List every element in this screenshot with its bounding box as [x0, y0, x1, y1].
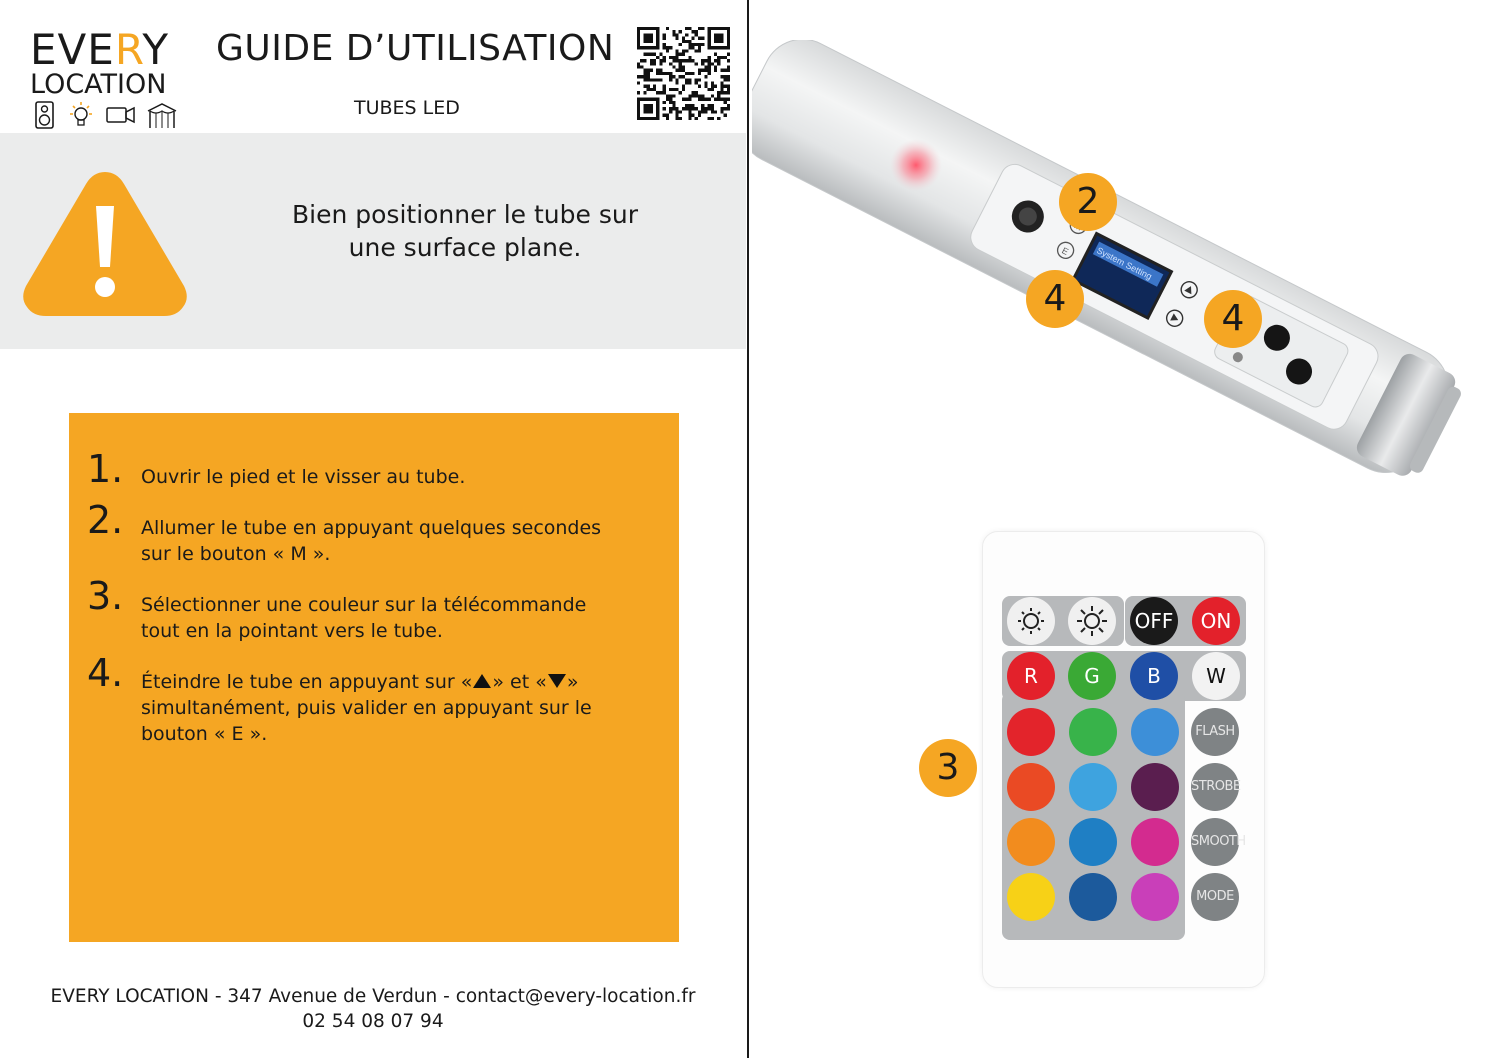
remote-red-button[interactable]: R [1007, 652, 1055, 700]
up-arrow-icon [472, 673, 492, 689]
remote-mode-button[interactable]: MODE [1191, 873, 1239, 921]
step-number: 3. [87, 574, 124, 618]
brightness-down-button[interactable] [1007, 597, 1055, 645]
page-subtitle: TUBES LED [354, 97, 460, 119]
remote-smooth-button[interactable]: SMOOTH [1191, 818, 1239, 866]
step-text: Allumer le tube en appuyant quelques secondes sur le bouton « M ». [141, 517, 602, 565]
step-text: Éteindre le tube en appuyant sur « » et « » simultanément, puis valider en appuyant sur le bouton « E ». [141, 671, 592, 745]
instructions-panel [69, 413, 679, 942]
remote-color-button[interactable] [1069, 818, 1117, 866]
remote-color-button[interactable] [1007, 818, 1055, 866]
remote-white-button[interactable]: W [1192, 652, 1240, 700]
callout-remote: 3 [919, 739, 977, 797]
led-tube-image [752, 40, 1497, 490]
remote-off-button[interactable]: OFF [1130, 597, 1178, 645]
footer-contact [0, 984, 746, 1034]
svg-text:E: E [1060, 245, 1071, 258]
remote-blue-button[interactable]: B [1130, 652, 1178, 700]
warning-message-line: Bien positionner le tube sur [291, 200, 638, 229]
warning-message [240, 198, 690, 264]
remote-color-button[interactable] [1069, 763, 1117, 811]
sun-large-icon [1068, 597, 1116, 645]
remote-color-button[interactable] [1131, 873, 1179, 921]
remote-on-button[interactable]: ON [1192, 597, 1240, 645]
step-text: Ouvrir le pied et le visser au tube. [141, 466, 466, 488]
warning-message-line: une surface plane. [348, 233, 582, 262]
footer-address: EVERY LOCATION - 347 Avenue de Verdun - contact@every-location.fr [50, 986, 696, 1007]
remote-control [982, 531, 1265, 988]
remote-color-button[interactable] [1131, 708, 1179, 756]
callout-power-button: 2 [1059, 173, 1117, 231]
down-arrow-icon [547, 673, 567, 689]
warning-icon [20, 164, 190, 319]
light-bulb-icon [66, 101, 96, 129]
tent-icon [146, 101, 178, 129]
step-number: 4. [87, 651, 124, 695]
remote-color-button[interactable] [1007, 873, 1055, 921]
sun-small-icon [1007, 597, 1055, 645]
speaker-icon [33, 101, 57, 129]
qr-code[interactable] [636, 27, 731, 120]
brightness-up-button[interactable] [1068, 597, 1116, 645]
page-divider [747, 0, 749, 1058]
remote-color-button[interactable] [1007, 708, 1055, 756]
remote-flash-button[interactable]: FLASH [1191, 708, 1239, 756]
svg-text:System Setting: System Setting [1095, 245, 1154, 282]
step-number: 1. [87, 447, 124, 491]
logo-wordmark-location: LOCATION [30, 69, 167, 100]
remote-color-button[interactable] [1069, 708, 1117, 756]
step-text: Sélectionner une couleur sur la télécommande tout en la pointant vers le tube. [141, 594, 587, 642]
remote-color-button[interactable] [1007, 763, 1055, 811]
remote-green-button[interactable]: G [1068, 652, 1116, 700]
remote-strobe-button[interactable]: STROBE [1191, 763, 1239, 811]
remote-color-button[interactable] [1069, 873, 1117, 921]
footer-phone: 02 54 08 07 94 [302, 1011, 444, 1032]
camera-icon [106, 101, 136, 129]
remote-color-button[interactable] [1131, 818, 1179, 866]
step-number: 2. [87, 498, 124, 542]
remote-color-button[interactable] [1131, 763, 1179, 811]
logo-wordmark-every: EVERY [30, 25, 169, 74]
page-title: GUIDE D’UTILISATION [216, 28, 615, 69]
callout-arrow-buttons: 4 [1204, 290, 1262, 348]
callout-arrow-buttons: 4 [1026, 270, 1084, 328]
